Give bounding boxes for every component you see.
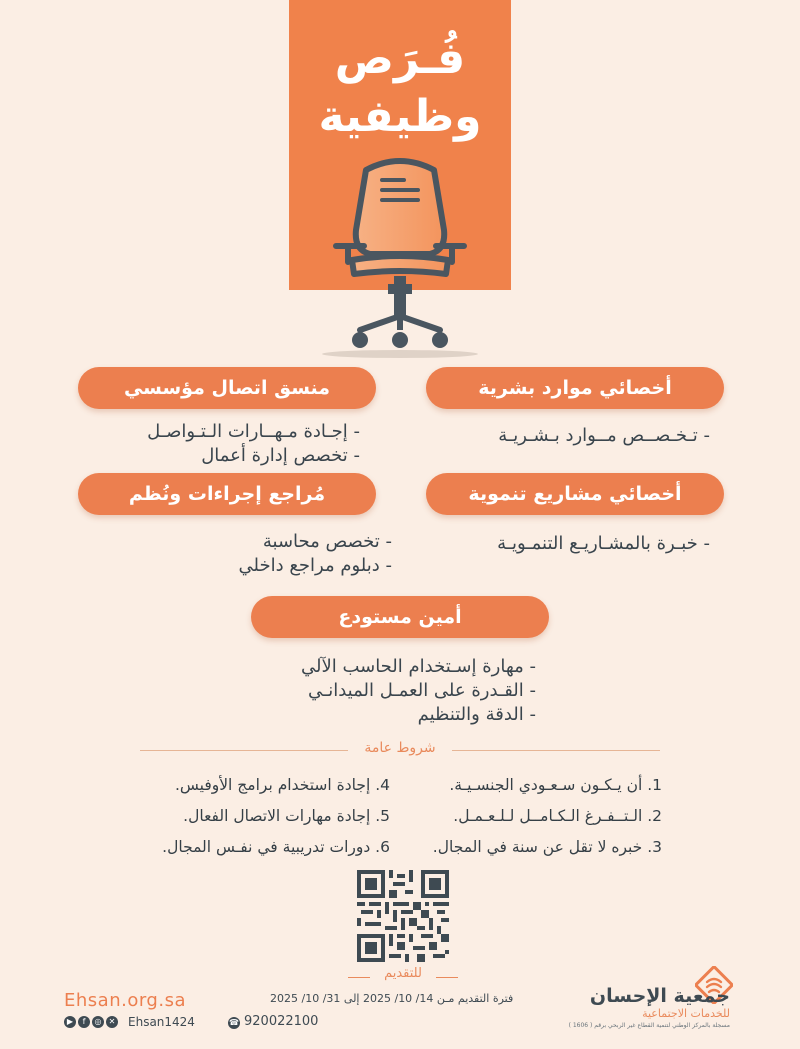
conditions-right-column xyxy=(433,770,662,863)
conditions-left-column xyxy=(162,770,390,863)
facebook-icon[interactable]: f xyxy=(78,1016,90,1028)
organization-subtitle: للخدمات الاجتماعية xyxy=(642,1007,730,1020)
requirement-item: - إجـادة مـهــارات الـتـواصـل xyxy=(147,421,360,442)
organization-tagline: مسجلة بالمركز الوطني لتنمية القطاع غير الربحي برقم ( 1606 ) xyxy=(568,1022,730,1029)
application-period: فترة التقديم مـن 14/ 10/ 2025 إلى 31/ 10/ 2025 xyxy=(270,992,514,1005)
requirement-item: - تـخـصــص مــوارد بـشـريـة xyxy=(498,425,710,446)
qr-code[interactable] xyxy=(357,870,449,962)
social-links xyxy=(64,1015,195,1029)
requirement-item: - تخصص محاسبة xyxy=(262,531,392,552)
condition-item: 4. إجادة استخدام برامج الأوفيس. xyxy=(174,776,390,794)
job-requirements-hr-specialist xyxy=(498,424,710,448)
condition-item: 2. الـتــفـرغ الـكـامــل لـلـعـمـل. xyxy=(453,807,662,825)
social-handle: Ehsan1424 xyxy=(128,1015,195,1029)
job-title-hr-specialist: أخصائي موارد بشرية xyxy=(426,367,724,409)
job-requirements-procedures-auditor xyxy=(239,530,392,578)
hero-title-line2: وظيفية xyxy=(318,91,482,142)
phone-number[interactable]: 920022100 xyxy=(244,1014,319,1029)
requirement-item: - تخصص إدارة أعمال xyxy=(201,445,360,466)
instagram-icon[interactable]: ◎ xyxy=(92,1016,104,1028)
hero-title-line1: فُـرَص xyxy=(334,33,466,84)
job-requirements-corporate-communication xyxy=(147,420,360,468)
job-requirements-development-projects xyxy=(497,532,710,556)
requirement-item: - خبـرة بالمشـاريـع التنمـويـة xyxy=(497,533,710,554)
job-title-development-projects: أخصائي مشاريع تنموية xyxy=(426,473,724,515)
requirement-item: - القـدرة على العمـل الميدانـي xyxy=(307,680,536,701)
organization-name: جمعية الإحسان xyxy=(589,985,730,1007)
conditions-title: شروط عامة xyxy=(364,740,436,756)
chair-icon xyxy=(300,150,500,360)
requirement-item: - الدقة والتنظيم xyxy=(417,704,536,725)
condition-item: 5. إجادة مهارات الاتصال الفعال. xyxy=(183,807,390,825)
website-link[interactable]: Ehsan.org.sa xyxy=(64,990,186,1011)
x-icon[interactable]: ✕ xyxy=(106,1016,118,1028)
job-title-corporate-communication: منسق اتصال مؤسسي xyxy=(78,367,376,409)
requirement-item: - مهارة إسـتخدام الحاسب الآلي xyxy=(300,656,536,677)
youtube-icon[interactable]: ▶ xyxy=(64,1016,76,1028)
job-title-warehouse-keeper: أمين مستودع xyxy=(251,596,549,638)
job-title-procedures-auditor: مُراجع إجراءات ونُظم xyxy=(78,473,376,515)
apply-label: للتقديم xyxy=(344,966,462,981)
hero-title xyxy=(289,30,511,146)
phone-number-row xyxy=(228,1014,318,1029)
condition-item: 3. خبره لا تقل عن سنة في المجال. xyxy=(432,838,662,856)
condition-item: 6. دورات تدريبية في نفـس المجال. xyxy=(162,838,390,856)
condition-item: 1. أن يـكـون سـعـودي الجنسـيـة. xyxy=(449,776,662,794)
phone-icon: ☎ xyxy=(229,1018,239,1027)
job-requirements-warehouse-keeper xyxy=(301,655,536,727)
requirement-item: - دبلوم مراجع داخلي xyxy=(238,555,392,576)
